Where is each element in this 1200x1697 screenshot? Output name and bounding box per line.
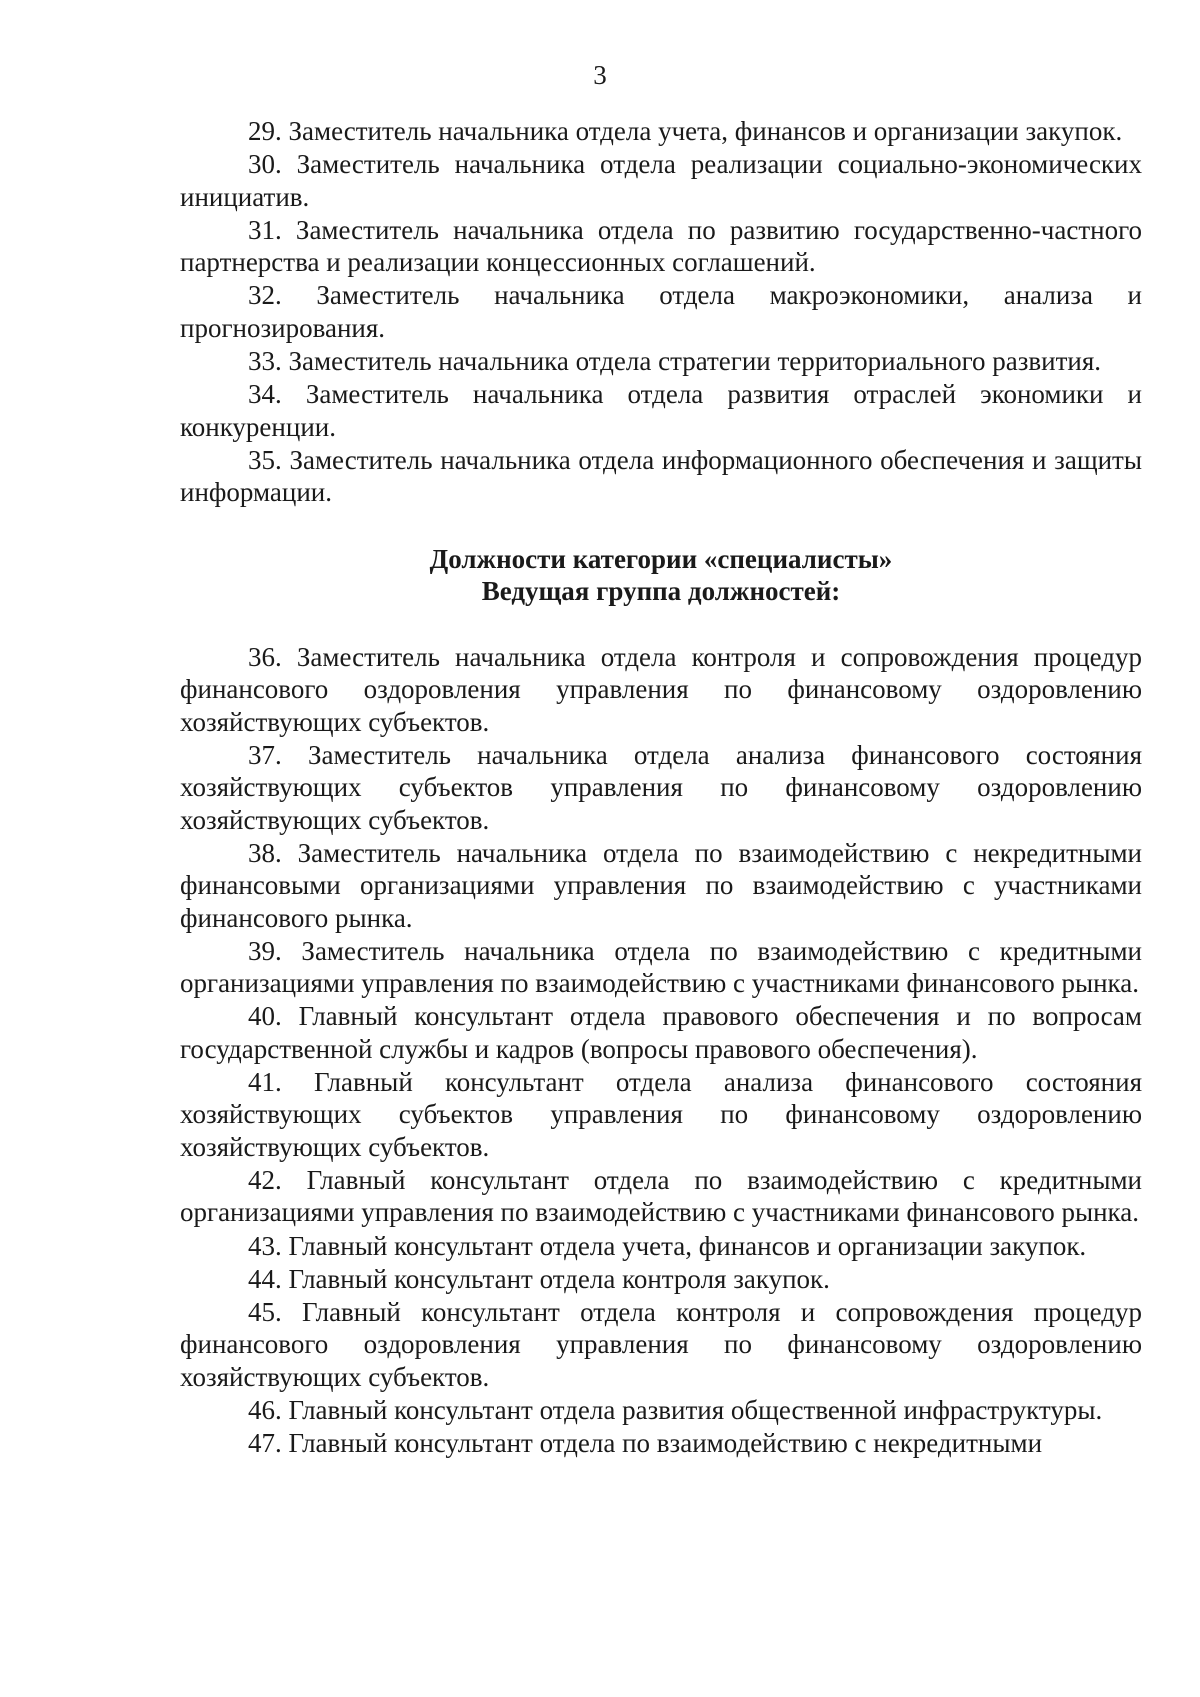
list-item <box>180 115 1142 147</box>
section-heading-group: Ведущая группа должностей: <box>481 575 841 606</box>
section-heading-category: Должности категории «специалисты» <box>429 543 893 574</box>
list-item-number: 38. <box>248 837 282 868</box>
document-body <box>180 115 1142 1461</box>
position-list-before <box>180 115 1142 509</box>
list-item-number: 39. <box>248 935 282 966</box>
list-item <box>180 837 1142 934</box>
list-item-number: 40. <box>248 1001 282 1032</box>
list-item-text: Заместитель начальника отдела учета, финансов и организации закупок. <box>288 116 1123 146</box>
list-item-text: Главный консультант отдела развития общественной инфраструктуры. <box>288 1394 1103 1425</box>
list-item-text: Заместитель начальника отдела реализации социально-экономических инициатив. <box>180 149 1142 212</box>
list-item-text: Главный консультант отдела контроля закупок. <box>288 1263 830 1294</box>
list-item-number: 37. <box>248 740 282 771</box>
list-item-text: Заместитель начальника отдела по взаимодействию с некредитными финансовыми организациями управления по взаимодействию с участниками финансового рынка. <box>180 837 1142 933</box>
list-item-text: Главный консультант отдела правового обеспечения и по вопросам государственной службы и кадров (вопросы правового обеспечения). <box>180 1001 1142 1064</box>
list-item <box>180 148 1142 213</box>
list-item <box>180 1000 1142 1065</box>
list-item <box>180 1066 1142 1163</box>
list-item-text: Заместитель начальника отдела информационного обеспечения и защиты информации. <box>180 444 1142 508</box>
list-item-text: Главный консультант отдела по взаимодействию с кредитными организациями управления по взаимодействию с участниками финансового рынка. <box>180 1164 1142 1228</box>
page-number: 3 <box>593 60 607 90</box>
list-item <box>180 214 1142 279</box>
list-item <box>180 739 1142 836</box>
list-item-number: 36. <box>248 642 282 673</box>
list-item <box>180 1296 1142 1393</box>
list-item-text: Заместитель начальника отдела развития отраслей экономики и конкуренции. <box>180 379 1142 442</box>
list-item-number: 44. <box>248 1263 282 1294</box>
list-item-number: 30. <box>248 149 282 180</box>
list-item-text: Заместитель начальника отдела макроэкономики, анализа и прогнозирования. <box>180 280 1143 343</box>
list-item <box>180 444 1142 509</box>
list-item-text: Главный консультант отдела по взаимодействию с некредитными <box>288 1428 1043 1459</box>
list-item-number: 35. <box>248 444 282 475</box>
list-item-number: 45. <box>248 1297 282 1328</box>
list-item-number: 47. <box>248 1428 282 1459</box>
list-item <box>180 935 1142 1000</box>
list-item <box>180 1394 1142 1426</box>
list-item-number: 33. <box>248 346 282 377</box>
list-item <box>180 345 1142 377</box>
list-item-number: 32. <box>248 280 282 311</box>
list-item-number: 43. <box>248 1230 282 1261</box>
list-item-number: 42. <box>248 1164 282 1195</box>
list-item-number: 34. <box>248 379 282 410</box>
section-heading <box>180 543 1142 608</box>
list-item-text: Заместитель начальника отдела анализа финансового состояния хозяйствующих субъектов управления по финансовому оздоровлению хозяйствующих субъектов. <box>180 740 1142 835</box>
list-item-text: Заместитель начальника отдела стратегии территориального развития. <box>288 346 1102 377</box>
list-item-text: Заместитель начальника отдела по взаимодействию с кредитными организациями управления по взаимодействию с участниками финансового рынка. <box>180 935 1143 999</box>
list-item-text: Главный консультант отдела контроля и сопровождения процедур финансового оздоровления управления по финансовому оздоровлению хозяйствующих субъектов. <box>180 1297 1142 1392</box>
list-item <box>180 1230 1142 1262</box>
list-item <box>180 1427 1142 1459</box>
position-list-after <box>180 641 1142 1459</box>
list-item-number: 31. <box>248 214 282 245</box>
list-item-text: Заместитель начальника отдела по развитию государственно-частного партнерства и реализации концессионных соглашений. <box>180 214 1142 278</box>
list-item <box>180 641 1142 738</box>
list-item-number: 46. <box>248 1394 282 1425</box>
list-item-text: Главный консультант отдела учета, финансов и организации закупок. <box>288 1230 1087 1261</box>
list-item <box>180 1263 1142 1295</box>
list-item <box>180 378 1142 443</box>
list-item-number: 29. <box>248 116 282 146</box>
list-item-text: Главный консультант отдела анализа финансового состояния хозяйствующих субъектов управления по финансовому оздоровлению хозяйствующих субъектов. <box>180 1067 1143 1162</box>
list-item <box>180 279 1142 344</box>
list-item-number: 41. <box>248 1067 282 1098</box>
list-item-text: Заместитель начальника отдела контроля и сопровождения процедур финансового оздоровления управления по финансовому оздоровлению хозяйствующих субъектов. <box>180 642 1143 737</box>
list-item <box>180 1164 1142 1229</box>
